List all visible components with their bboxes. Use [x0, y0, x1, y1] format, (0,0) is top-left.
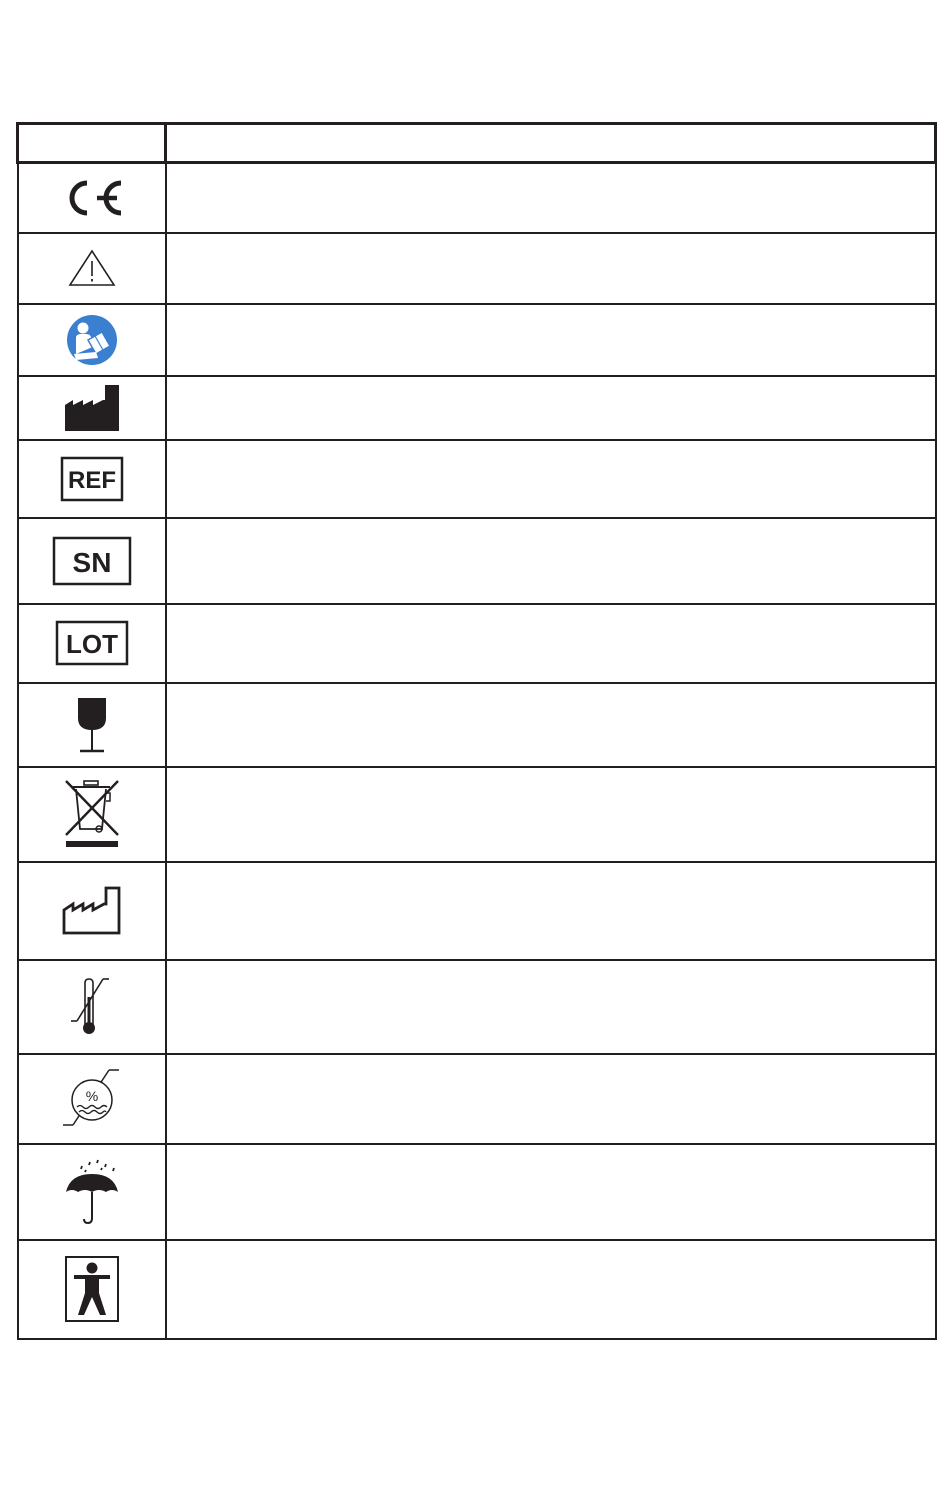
symbol-cell	[18, 1240, 166, 1339]
manufacturer-icon	[63, 383, 121, 433]
ref-catalog-icon	[60, 456, 124, 502]
symbol-cell	[18, 767, 166, 862]
description-cell	[166, 683, 936, 767]
percent-label: %	[85, 1087, 98, 1104]
symbol-cell	[18, 233, 166, 304]
description-cell	[166, 163, 936, 233]
read-manual-icon	[66, 314, 118, 366]
description-cell	[166, 767, 936, 862]
description-cell	[166, 960, 936, 1054]
symbol-cell	[18, 1144, 166, 1240]
table-row	[18, 767, 936, 862]
symbol-column-header	[18, 124, 166, 163]
symbol-table	[16, 122, 937, 1340]
table-row	[18, 862, 936, 960]
table-header-row	[18, 124, 936, 163]
description-cell	[166, 376, 936, 440]
type-bf-applied-part-icon	[64, 1255, 120, 1323]
description-cell	[166, 304, 936, 376]
table-row	[18, 1240, 936, 1339]
symbol-cell	[18, 604, 166, 683]
description-cell	[166, 233, 936, 304]
description-cell	[166, 518, 936, 604]
temperature-limit-icon	[69, 977, 115, 1037]
table-row	[18, 1144, 936, 1240]
symbol-cell	[18, 440, 166, 518]
table-row	[18, 233, 936, 304]
weee-crossed-bin-icon	[62, 779, 122, 849]
table-row	[18, 683, 936, 767]
table-row	[18, 1054, 936, 1144]
symbol-cell	[18, 862, 166, 960]
ce-mark-icon	[59, 178, 125, 218]
symbol-cell	[18, 960, 166, 1054]
table-row	[18, 604, 936, 683]
table-row	[18, 376, 936, 440]
table-row	[18, 440, 936, 518]
symbol-cell	[18, 1054, 166, 1144]
description-cell	[166, 604, 936, 683]
table-row	[18, 304, 936, 376]
description-cell	[166, 1240, 936, 1339]
description-cell	[166, 440, 936, 518]
table-row	[18, 163, 936, 233]
table-row	[18, 518, 936, 604]
lot-batch-icon	[55, 620, 129, 666]
symbol-cell	[18, 683, 166, 767]
date-of-manufacture-icon	[62, 886, 122, 936]
description-column-header	[166, 124, 936, 163]
serial-number-icon	[52, 536, 132, 586]
lot-label: LOT	[65, 629, 118, 659]
description-cell	[166, 1144, 936, 1240]
description-cell	[166, 1054, 936, 1144]
symbol-cell	[18, 518, 166, 604]
humidity-limit-icon	[61, 1067, 123, 1131]
sn-label: SN	[72, 546, 111, 578]
ref-label: REF	[67, 466, 116, 494]
symbol-cell	[18, 163, 166, 233]
warning-triangle-icon	[67, 248, 117, 288]
description-cell	[166, 862, 936, 960]
keep-dry-icon	[62, 1158, 122, 1226]
fragile-icon	[74, 696, 110, 754]
symbol-cell	[18, 304, 166, 376]
table-row	[18, 960, 936, 1054]
symbol-cell	[18, 376, 166, 440]
